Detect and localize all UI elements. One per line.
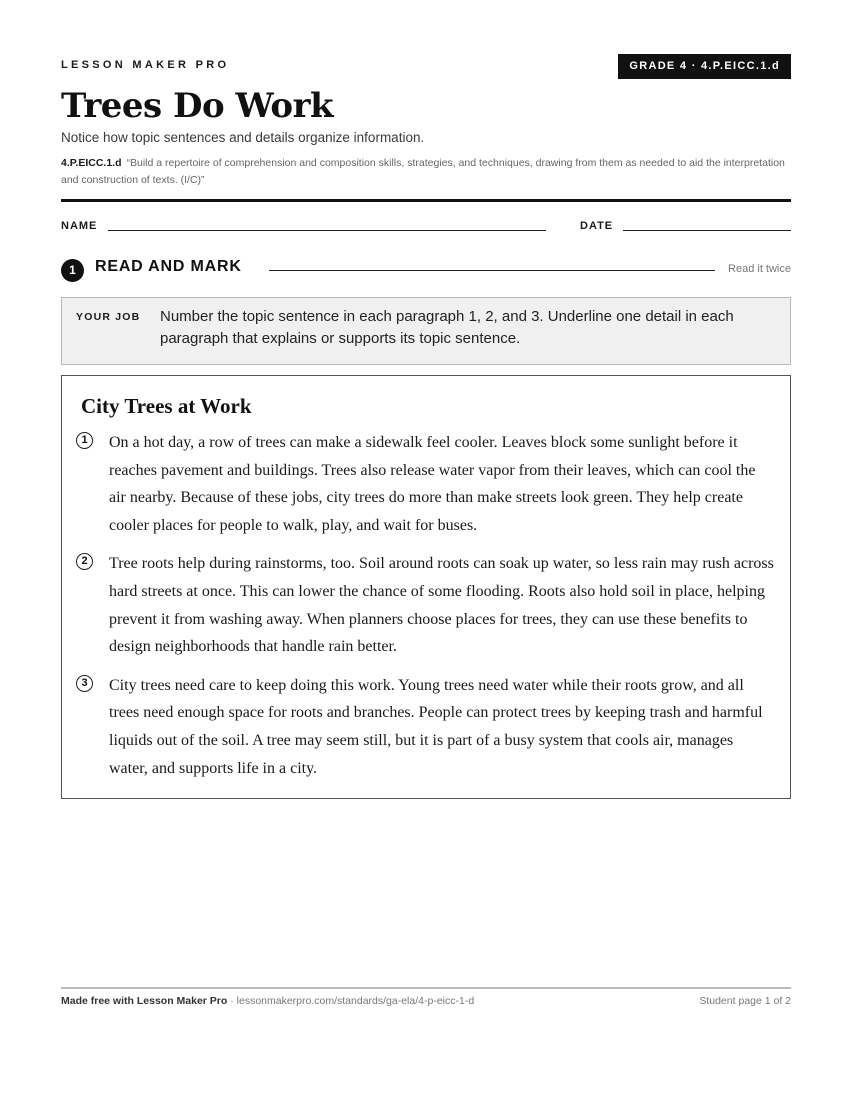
date-label: DATE bbox=[580, 220, 614, 232]
section-number-badge: 1 bbox=[61, 259, 84, 282]
standard-description bbox=[61, 155, 791, 189]
page-indicator: Student page 1 of 2 bbox=[699, 995, 791, 1007]
section-title: READ AND MARK bbox=[95, 258, 242, 275]
section-note: Read it twice bbox=[728, 263, 791, 275]
name-field[interactable] bbox=[108, 230, 546, 231]
grade-badge: GRADE 4 · 4.P.EICC.1.d bbox=[618, 54, 791, 79]
standard-text: “Build a repertoire of comprehension and composition skills, strategies, and techniques, drawing from them as needed to aid the interpretation and construction of texts. (I/C)” bbox=[61, 157, 785, 186]
paragraph-text: Tree roots help during rainstorms, too. Soil around roots can soak up water, so less rain may rush across hard streets at once. This can lower the chance of some flooding. Roots also hold soil in place, helping prevent it from washing away. When planners choose places for trees, they can use these benefits to design neighborhoods that handle rain better. bbox=[109, 555, 774, 656]
page-title: Trees Do Work bbox=[61, 86, 334, 126]
passage-title: City Trees at Work bbox=[81, 394, 252, 418]
page-subtitle: Notice how topic sentences and details organize information. bbox=[61, 130, 425, 145]
paragraph-number-badge: 3 bbox=[76, 675, 93, 692]
header-divider bbox=[61, 199, 791, 202]
footer-made-with: Made free with Lesson Maker Pro bbox=[61, 995, 228, 1007]
instructions-label: YOUR JOB bbox=[76, 311, 141, 323]
footer-credit bbox=[61, 995, 474, 1007]
date-field[interactable] bbox=[623, 230, 791, 231]
footer-url[interactable]: · lessonmakerpro.com/standards/ga-ela/4-p-eicc-1-d bbox=[227, 995, 475, 1007]
paragraph-text: On a hot day, a row of trees can make a sidewalk feel cooler. Leaves block some sunlight before it reaches pavement and buildings. Trees also release water vapor from their leaves, which can cool the air nearby. Because of these jobs, city trees do more than make streets look green. They help create cooler places for people to walk, play, and wait for buses. bbox=[109, 434, 756, 534]
footer-divider bbox=[61, 987, 791, 989]
paragraph-item bbox=[76, 672, 776, 782]
paragraph-text: City trees need care to keep doing this work. Young trees need water while their roots grow, and all trees need enough space for roots and branches. People can protect trees by keeping trash and harmful liquids out of the soil. A tree may seem still, but it is part of a busy system that cools air, manages water, and supports life in a city. bbox=[109, 676, 763, 777]
name-label: NAME bbox=[61, 220, 98, 232]
instructions-box bbox=[61, 297, 791, 365]
instructions-text: Number the topic sentence in each paragraph 1, 2, and 3. Underline one detail in each paragraph that explains or supports its topic sentence. bbox=[160, 308, 734, 347]
paragraph-number-badge: 2 bbox=[76, 553, 93, 570]
paragraph-item bbox=[76, 429, 776, 539]
paragraph-item bbox=[76, 550, 776, 660]
standard-code: 4.P.EICC.1.d bbox=[61, 157, 122, 169]
paragraph-number-badge: 1 bbox=[76, 432, 93, 449]
brand-name: LESSON MAKER PRO bbox=[61, 59, 230, 71]
worksheet-page bbox=[61, 0, 791, 1100]
section-divider bbox=[269, 270, 715, 271]
paragraph-list bbox=[76, 429, 776, 793]
reading-passage bbox=[61, 375, 791, 799]
